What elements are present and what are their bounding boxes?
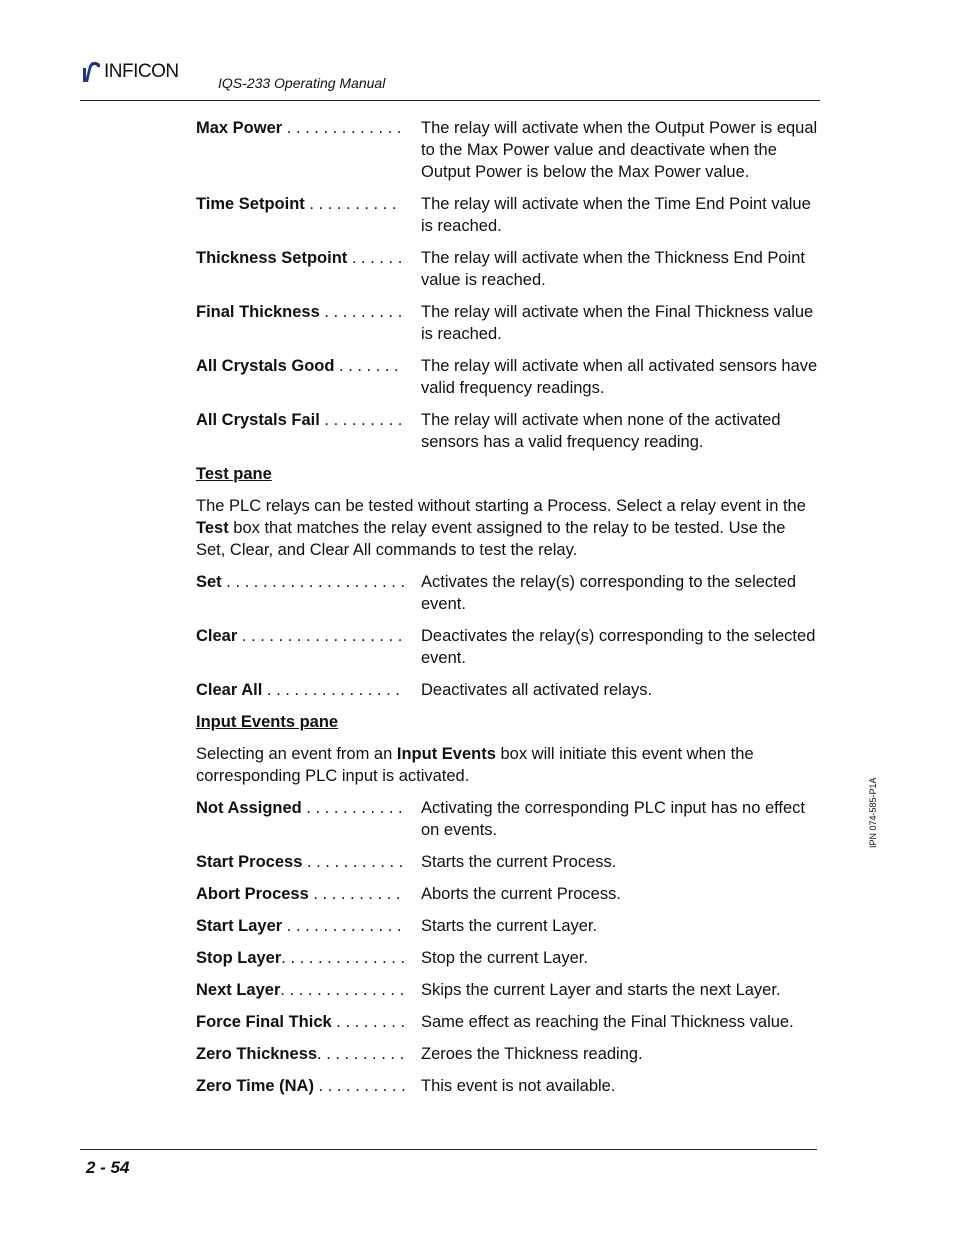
- definition-description: Aborts the current Process.: [421, 885, 621, 903]
- definition-description: Activating the corresponding PLC input has no effect on events.: [421, 799, 806, 839]
- manual-title: IQS-233 Operating Manual: [218, 75, 386, 91]
- term-label: Zero Thickness: [196, 1045, 318, 1063]
- test-pane-heading: Test pane: [196, 465, 272, 483]
- definition-description: Deactivates all activated relays.: [421, 681, 653, 699]
- term-label: All Crystals Good: [196, 357, 335, 375]
- dot-leader: . . . . . . . . . . .: [301, 799, 403, 817]
- definition-row: [196, 355, 818, 399]
- definition-description: The relay will activate when the Final Thickness value is reached.: [421, 303, 814, 343]
- relay-event-list: [196, 117, 818, 453]
- definition-description: Starts the current Layer.: [421, 917, 598, 935]
- definition-description: Deactivates the relay(s) corresponding to the selected event.: [421, 627, 816, 667]
- definition-term: [196, 947, 421, 969]
- definition-description: Stop the current Layer.: [421, 949, 588, 967]
- input-events-intro: Selecting an event from an Input Events box will initiate this event when the corresponding PLC input is activated.: [196, 745, 754, 785]
- dot-leader: . . . . . . . . . . . . . .: [280, 981, 405, 999]
- dot-leader: . . . . . . .: [334, 357, 399, 375]
- definition-row: [196, 915, 818, 937]
- term-label: Force Final Thick: [196, 1013, 332, 1031]
- definition-term: [196, 883, 421, 905]
- definition-term: [196, 247, 421, 291]
- definition-row: [196, 409, 818, 453]
- dot-leader: . . . . . .: [347, 249, 403, 267]
- definition-row: [196, 571, 818, 615]
- definition-term: [196, 1075, 421, 1097]
- term-label: Clear All: [196, 681, 263, 699]
- definition-description: Skips the current Layer and starts the next Layer.: [421, 981, 781, 999]
- definition-row: [196, 1011, 818, 1033]
- dot-leader: . . . . . . . . . . . . . . . . . . . .: [221, 573, 406, 591]
- dot-leader: . . . . . . . . .: [319, 411, 403, 429]
- term-label: Clear: [196, 627, 238, 645]
- definition-description: Same effect as reaching the Final Thickness value.: [421, 1013, 794, 1031]
- test-command-list: [196, 571, 818, 701]
- dot-leader: . . . . . . . . . .: [304, 195, 397, 213]
- definition-term: [196, 797, 421, 841]
- definition-row: [196, 979, 818, 1001]
- input-events-heading: Input Events pane: [196, 713, 339, 731]
- definition-row: [196, 247, 818, 291]
- definition-row: [196, 301, 818, 345]
- definition-term: [196, 301, 421, 345]
- page-header: [80, 58, 820, 101]
- term-label: Time Setpoint: [196, 195, 305, 213]
- definition-row: [196, 117, 818, 183]
- dot-leader: . . . . . . . . . .: [308, 885, 401, 903]
- definition-row: [196, 1043, 818, 1065]
- definition-term: [196, 409, 421, 453]
- definition-term: [196, 915, 421, 937]
- definition-term: [196, 1043, 421, 1065]
- definition-description: Starts the current Process.: [421, 853, 617, 871]
- dot-leader: . . . . . . . . . .: [313, 1077, 406, 1095]
- definition-term: [196, 679, 421, 701]
- definition-description: The relay will activate when the Output Power is equal to the Max Power value and deactivate when the Output Power is below the Max Power value.: [421, 119, 818, 181]
- definition-term: [196, 117, 421, 183]
- definition-term: [196, 193, 421, 237]
- document-code: IPN 074-585-P1A: [868, 777, 878, 848]
- definition-row: [196, 193, 818, 237]
- definition-term: [196, 571, 421, 615]
- definition-description: The relay will activate when the Time End Point value is reached.: [421, 195, 811, 235]
- definition-row: [196, 625, 818, 669]
- page-footer: [80, 1149, 817, 1177]
- dot-leader: . . . . . . . . . . .: [302, 853, 404, 871]
- definition-row: [196, 851, 818, 873]
- term-label: Not Assigned: [196, 799, 302, 817]
- dot-leader: . . . . . . . . . . . . .: [282, 119, 402, 137]
- dot-leader: . . . . . . . . . . . . . . . . . .: [237, 627, 403, 645]
- definition-term: [196, 851, 421, 873]
- definition-term: [196, 355, 421, 399]
- input-event-list: [196, 797, 818, 1097]
- term-label: Zero Time (NA): [196, 1077, 314, 1095]
- term-label: Abort Process: [196, 885, 309, 903]
- term-label: Next Layer: [196, 981, 281, 999]
- definition-row: [196, 797, 818, 841]
- term-label: Stop Layer: [196, 949, 282, 967]
- definition-description: The relay will activate when the Thickness End Point value is reached.: [421, 249, 805, 289]
- definition-description: This event is not available.: [421, 1077, 616, 1095]
- term-label: Start Layer: [196, 917, 283, 935]
- dot-leader: . . . . . . . . . . . . .: [282, 917, 402, 935]
- page-number: 2 - 54: [86, 1158, 130, 1177]
- term-label: Thickness Setpoint: [196, 249, 348, 267]
- dot-leader: . . . . . . . . . . . . . .: [281, 949, 406, 967]
- test-pane-intro: The PLC relays can be tested without starting a Process. Select a relay event in the Test box that matches the relay event assigned to the relay to be tested. Use the Set, Clear, and Clear All commands to test the relay.: [196, 497, 806, 559]
- definition-row: [196, 679, 818, 701]
- inficon-logo-mark-icon: [82, 60, 102, 84]
- definition-term: [196, 979, 421, 1001]
- definition-row: [196, 1075, 818, 1097]
- term-label: Final Thickness: [196, 303, 320, 321]
- dot-leader: . . . . . . . . . . . . . . .: [262, 681, 400, 699]
- page-content: [196, 117, 818, 1107]
- term-label: Max Power: [196, 119, 283, 137]
- dot-leader: . . . . . . . .: [331, 1013, 406, 1031]
- definition-term: [196, 1011, 421, 1033]
- definition-description: Zeroes the Thickness reading.: [421, 1045, 643, 1063]
- inficon-logo: [82, 60, 179, 84]
- logo-text: INFICON: [104, 61, 179, 82]
- definition-description: Activates the relay(s) corresponding to the selected event.: [421, 573, 797, 613]
- definition-term: [196, 625, 421, 669]
- definition-description: The relay will activate when all activated sensors have valid frequency readings.: [421, 357, 818, 397]
- term-label: Set: [196, 573, 222, 591]
- term-label: Start Process: [196, 853, 303, 871]
- dot-leader: . . . . . . . . .: [319, 303, 403, 321]
- dot-leader: . . . . . . . . . .: [317, 1045, 405, 1063]
- term-label: All Crystals Fail: [196, 411, 320, 429]
- definition-row: [196, 947, 818, 969]
- definition-description: The relay will activate when none of the activated sensors has a valid frequency reading.: [421, 411, 781, 451]
- definition-row: [196, 883, 818, 905]
